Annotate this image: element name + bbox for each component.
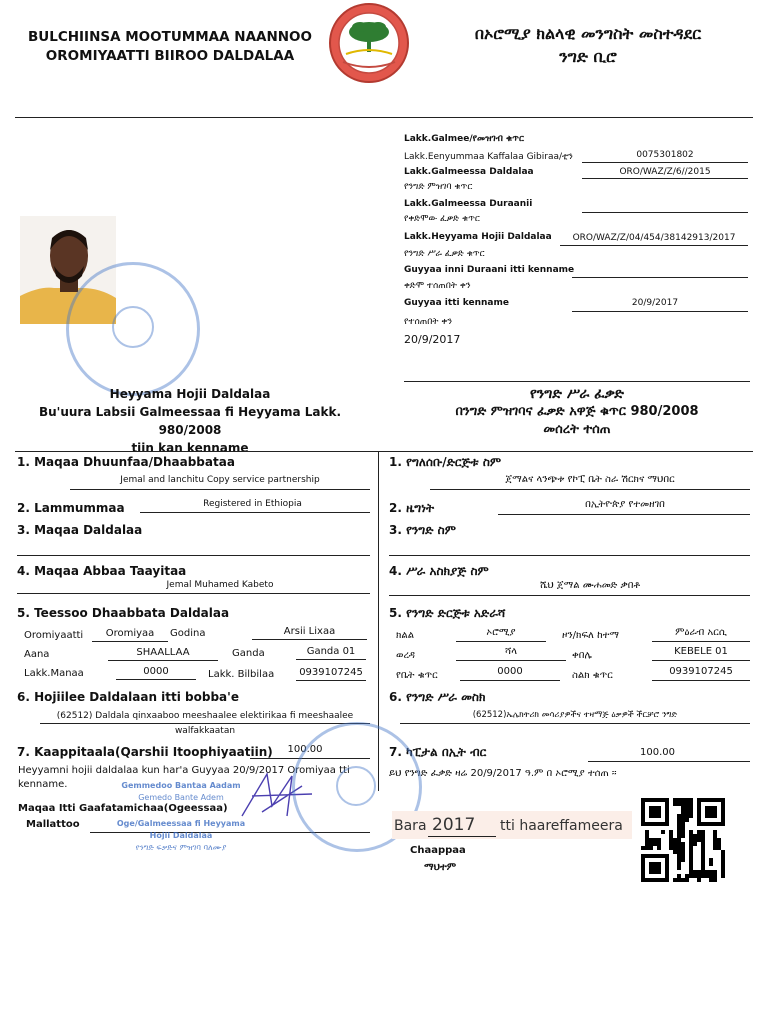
right-s2-value: በኢትዮጵያ የተመዘገበ: [585, 499, 665, 510]
right-s3-line: [389, 555, 750, 556]
issue-date-label: Guyyaa itti kenname: [404, 298, 509, 308]
renewal-year: 2017: [432, 815, 476, 835]
left-phone-label: Lakk. Bilbilaa: [208, 669, 275, 680]
right-s5-label: 5. የንግድ ድርጅቱ አድራሻ: [389, 606, 506, 620]
right-s1-value: ጀማልና ላንጭቱ የኮፒ ቤት ስራ ሽርክና ማህበር: [505, 474, 675, 485]
trade-reg-label: Lakk.Galmeessa Daldalaa: [404, 167, 534, 177]
left-s1-line: [70, 489, 370, 490]
renewal-suffix: tti haareffameera: [500, 818, 623, 834]
left-house-value: 0000: [143, 666, 169, 677]
right-zone-value: ምዕራብ አርሲ: [675, 627, 727, 638]
trade-reg-line: [582, 178, 748, 179]
left-zone-line: [252, 639, 367, 640]
left-house-label: Lakk.Manaa: [24, 668, 84, 679]
trade-reg-value: ORO/WAZ/Z/6//2015: [619, 167, 711, 177]
officer-stamp: [96, 780, 266, 854]
title-left-line3: tiin kan kenname: [131, 441, 249, 455]
right-s1-label: 1. የግለሰቡ/ድርጅቱ ስም: [389, 455, 502, 469]
left-s5-label: 5. Teessoo Dhaabbata Daldalaa: [17, 606, 230, 620]
left-validity-line2: kenname.: [18, 779, 68, 790]
left-region-label: Oromiyaatti: [24, 630, 84, 641]
left-s2-value: Registered in Ethiopia: [203, 499, 302, 509]
title-right-top-line: [404, 381, 750, 382]
left-s6-line: [40, 723, 370, 724]
license-line: [560, 245, 748, 246]
right-region-line: [456, 641, 546, 642]
left-kebele-line: [296, 659, 366, 660]
header-left: [20, 28, 320, 66]
header-right-line1: በኦሮሚያ ክልላዊ መንግስት መስተዳደር: [474, 24, 702, 43]
header-divider: [15, 117, 753, 118]
left-s4-line: [17, 593, 370, 594]
body-top-divider: [15, 451, 753, 452]
right-zone-line: [652, 641, 750, 642]
right-woreda-label: ወረዳ: [396, 650, 415, 661]
left-region-line: [92, 641, 168, 642]
prev-reg-line: [582, 212, 748, 213]
left-region-value: Oromiyaa: [105, 628, 155, 639]
right-kebele-label: ቀበሌ: [572, 650, 592, 661]
left-phone-line: [296, 680, 366, 681]
qr-code: [641, 798, 725, 882]
left-s4-label: 4. Maqaa Abbaa Taayitaa: [17, 564, 187, 578]
left-s6-value1: (62512) Daldala qinxaaboo meeshaalee elektirikaa fi meeshaalee: [56, 711, 354, 721]
header-left-line2: OROMIYAATTI BIIROO DALDALAA: [45, 48, 295, 64]
title-right-line3: መሰረት ተሰጠ: [543, 422, 611, 437]
right-zone-label: ዞን/ክፍለ ከተማ: [562, 630, 619, 641]
right-s3-label: 3. የንግድ ስም: [389, 523, 456, 537]
title-right: [404, 385, 750, 439]
right-house-label: የቤት ቁጥር: [396, 670, 438, 681]
left-s1-value: Jemal and lanchitu Copy service partnership: [120, 475, 320, 485]
header-right: [418, 22, 758, 68]
right-s4-label: 4. ሥራ አስክያጅ ስም: [389, 564, 489, 578]
right-validity: ይህ የንግድ ፈቃድ ዛሬ 20/9/2017 ዓ.ም በ ኦሮሚያ ተሰጠ ።: [389, 768, 617, 779]
right-region-value: ኦሮሚያ: [486, 627, 516, 638]
left-s3-label: 3. Maqaa Daldalaa: [17, 523, 143, 537]
right-s7-label: 7. ካፒታል በኢት ብር: [389, 745, 487, 759]
left-phone-value: 0939107245: [299, 667, 363, 678]
right-house-value: 0000: [497, 666, 523, 677]
title-right-line2: በንግድ ምዝገባና ፈቃድ አዋጅ ቁጥር 980/2008: [455, 404, 699, 419]
right-kebele-line: [652, 660, 750, 661]
title-left-line1: Heyyama Hojii Daldalaa: [109, 387, 271, 401]
tin-value: 0075301802: [636, 150, 694, 160]
left-zone-value: Arsii Lixaa: [283, 626, 336, 637]
right-phone-value: 0939107245: [669, 666, 733, 677]
license-am: የንግድ ሥራ ፈቃድ ቁጥር: [404, 249, 485, 259]
prev-date-label: Guyyaa inni Duraani itti kenname: [404, 265, 575, 275]
issue-date-value: 20/9/2017: [631, 298, 679, 308]
left-validity-line1: Heyyamni hojii daldalaa kun har'a Guyyaa 20/9/2017 Oromiyaa tti: [18, 765, 350, 776]
right-s6-label: 6. የንግድ ሥራ መስክ: [389, 690, 486, 704]
right-s2-line: [498, 514, 750, 515]
stamp-label: Chaappaa: [410, 845, 466, 856]
title-left: [30, 385, 350, 457]
reg-no-label: Lakk.Galmee/የመዝገብ ቁጥር: [404, 134, 524, 144]
right-s1-line: [430, 489, 750, 490]
tin-line: [582, 162, 748, 163]
left-s2-line: [140, 512, 370, 513]
official-stamp-center-inner: [336, 766, 376, 806]
left-s1-label: 1. Maqaa Dhuunfaa/Dhaabbataa: [17, 455, 235, 469]
officer-stamp-title1: Oge/Galmeessaa fi Heyyama: [116, 819, 246, 828]
tin-label: Lakk.Eenyummaa Kaffalaa Gibiraa/ቲን: [404, 152, 573, 162]
header-left-line1: BULCHIINSA MOOTUMMAA NAANNOO: [27, 29, 313, 45]
right-woreda-line: [456, 660, 566, 661]
right-woreda-value: ሻላ: [504, 646, 518, 657]
issue-date-value2: 20/9/2017: [404, 333, 461, 346]
officer-stamp-title3: የንግድ ፍቃድና ምዝገባ ባለሙያ: [135, 843, 227, 852]
right-s4-line: [389, 595, 750, 596]
officer-stamp-name2: Gemedo Bante Adem: [138, 793, 224, 802]
prev-date-am: ቀድሞ ተሰጠበት ቀን: [404, 281, 471, 291]
left-woreda-label: Aana: [24, 649, 50, 660]
left-s7-value: 100.00: [287, 744, 323, 755]
left-s6-value2: walfakkaatan: [174, 726, 236, 736]
right-s7-line: [588, 761, 750, 762]
right-s6-value: (62512)ኤሌክትሪክ መሳሪያዎችና ተዛማጅ ዕቃዎች ችርቻሮ ንግድ: [472, 710, 678, 720]
title-left-line2: Bu'uura Labsii Galmeessaa fi Heyyama Lakk. 980/2008: [38, 405, 342, 437]
right-phone-label: ስልክ ቁጥር: [572, 670, 613, 681]
officer-stamp-name1: Gemmedoo Bantaa Aadam: [121, 781, 241, 790]
right-region-label: ክልል: [396, 630, 415, 641]
issue-date-am: የተሰጠበት ቀን: [404, 317, 453, 327]
left-kebele-label: Ganda: [232, 648, 265, 659]
right-phone-line: [652, 680, 750, 681]
official-name-label: Maqaa Itti Gaafatamichaa(Ogeessaa): [18, 803, 228, 814]
left-woreda-value: SHAALLAA: [136, 647, 190, 658]
renewal-prefix: Bara: [394, 818, 427, 834]
right-s6-line: [400, 723, 750, 724]
emblem-logo: [328, 2, 410, 84]
right-kebele-value: KEBELE 01: [674, 646, 728, 657]
left-house-line: [116, 679, 196, 680]
issue-date-line: [572, 311, 748, 312]
left-s2-label: 2. Lammummaa: [17, 501, 125, 515]
header-right-line2: ንግድ ቢሮ: [559, 47, 617, 66]
officer-stamp-title2: Hojii Daldalaa: [149, 831, 213, 840]
right-s4-value: ሼህ ጀማል ሙሐመድ ቃበቶ: [539, 580, 641, 591]
prev-reg-am: የቀድሞው ፈቃድ ቁጥር: [404, 214, 480, 224]
prev-reg-label: Lakk.Galmeessa Duraanii: [404, 199, 533, 209]
left-s7-label: 7. Kaappitaala(Qarshii Itoophiyaatiin): [17, 745, 273, 759]
left-s6-label: 6. Hojiilee Daldalaan itti bobba'e: [17, 690, 239, 704]
license-value: ORO/WAZ/Z/04/454/38142913/2017: [572, 233, 736, 243]
license-label: Lakk.Heyyama Hojii Daldalaa: [404, 232, 552, 242]
right-s7-value: 100.00: [640, 747, 675, 758]
left-kebele-value: Ganda 01: [306, 646, 356, 657]
left-s4-value: Jemal Muhamed Kabeto: [166, 580, 274, 590]
official-stamp-photo-inner: [112, 306, 154, 348]
stamp-label-am: ማህተም: [424, 862, 457, 873]
renewal-year-line: [428, 836, 496, 837]
right-s2-label: 2. ዜግነት: [389, 501, 435, 515]
trade-reg-am: የንግድ ምዝገባ ቁጥር: [404, 182, 473, 192]
left-woreda-line: [108, 660, 218, 661]
left-zone-label: Godina: [170, 628, 206, 639]
left-s3-line: [17, 555, 370, 556]
title-right-line1: የንግድ ሥራ ፈቃድ: [530, 386, 624, 402]
signature-label: Mallattoo: [26, 819, 80, 830]
right-house-line: [460, 680, 560, 681]
prev-date-line: [572, 277, 748, 278]
